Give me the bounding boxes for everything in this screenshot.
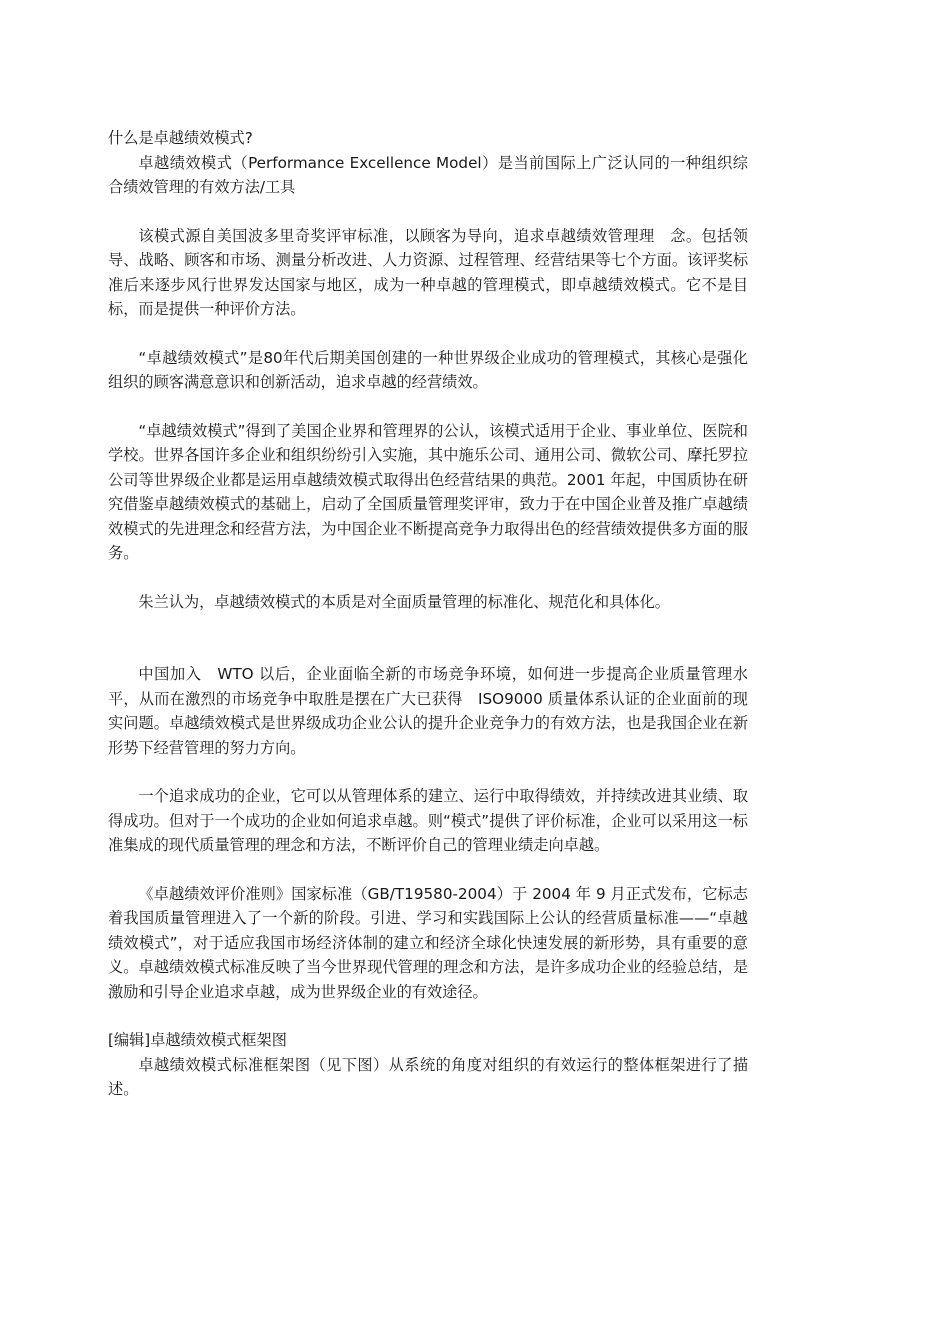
paragraph-definition: “卓越绩效模式”是80年代后期美国创建的一种世界级企业成功的管理模式，其核心是强化组织的顾客满意意识和创新活动，追求卓越的经营绩效。 (108, 348, 748, 391)
spacer (108, 1004, 748, 1028)
spacer (108, 200, 748, 224)
paragraph-origin: 该模式源自美国波多里奇奖评审标准，以顾客为导向，追求卓越绩效管理理 念。包括领导、战略、顾客和市场、测量分析改进、人力资源、过程管理、经营结果等七个方面。该评奖标准后来逐步风行世界发达国家与地区，成为一种卓越的管理模式，即卓越绩效模式。它不是目标，而是提供一种评价方法。 (108, 226, 748, 318)
spacer (108, 322, 748, 346)
paragraph-juran: 朱兰认为，卓越绩效模式的本质是对全面质量管理的标准化、规范化和具体化。 (138, 592, 670, 611)
section-text: 卓越绩效模式标准框架图（见下图）从系统的角度对组织的有效运行的整体框架进行了描述。 (108, 1055, 748, 1098)
paragraph-success: 一个追求成功的企业，它可以从管理体系的建立、运行中取得绩效，并持续改进其业绩、取得成功。但对于一个成功的企业如何追求卓越。则“模式”提供了评价标准，企业可以采用这一标准集成的现代质量管理的理念和方法，不断评价自己的管理业绩走向卓越。 (108, 787, 748, 854)
paragraph-standard: 《卓越绩效评价准则》国家标准（GB/T19580-2004）于 2004 年 9 月正式发布，它标志着我国质量管理进入了一个新的阶段。引进、学习和实践国际上公认的经营质量标准——“卓越绩效模式”，对于适应我国市场经济体制的建立和经济全球化快速发展的新形势，具有重要的意义。卓越绩效模式标准反映了当今世界现代管理的理念和方法，是许多成功企业的经验总结，是激励和引导企业追求卓越，成为世界级企业的有效途径。 (108, 884, 748, 1001)
intro-paragraph: 卓越绩效模式（Performance Excellence Model）是当前国际上广泛认同的一种组织综合绩效管理的有效方法/工具 (108, 153, 748, 196)
paragraph-wto: 中国加入 WTO 以后，企业面临全新的市场竞争环境，如何进一步提高企业质量管理水平，从而在激烈的市场竞争中取胜是摆在广大已获得 ISO9000 质量体系认证的企业面前的现实问题。卓越绩效模式是世界级成功企业公认的提升企业竞争力的有效方法，也是我国企业在新形势下经营管理的努力方向。 (108, 665, 748, 757)
spacer (108, 395, 748, 419)
spacer (108, 760, 748, 784)
spacer (108, 858, 748, 882)
paragraph-adoption: “卓越绩效模式”得到了美国企业界和管理界的公认，该模式适用于企业、事业单位、医院和学校。世界各国许多企业和组织纷纷引入实施，其中施乐公司、通用公司、微软公司、摩托罗拉公司等世界级企业都是运用卓越绩效模式取得出色经营结果的典范。2001 年起，中国质协在研究借鉴卓越绩效模式的基础上，启动了全国质量管理奖评审，致力于在中国企业普及推广卓越绩效模式的先进理念和经营方法，为中国企业不断提高竞争力取得出色的经营绩效提供多方面的服务。 (108, 421, 748, 562)
spacer (108, 566, 748, 590)
section-heading: [编辑]卓越绩效模式框架图 (108, 1031, 287, 1049)
spacer (108, 614, 748, 662)
page-title: 什么是卓越绩效模式? (108, 129, 253, 147)
document-body (108, 126, 748, 1102)
